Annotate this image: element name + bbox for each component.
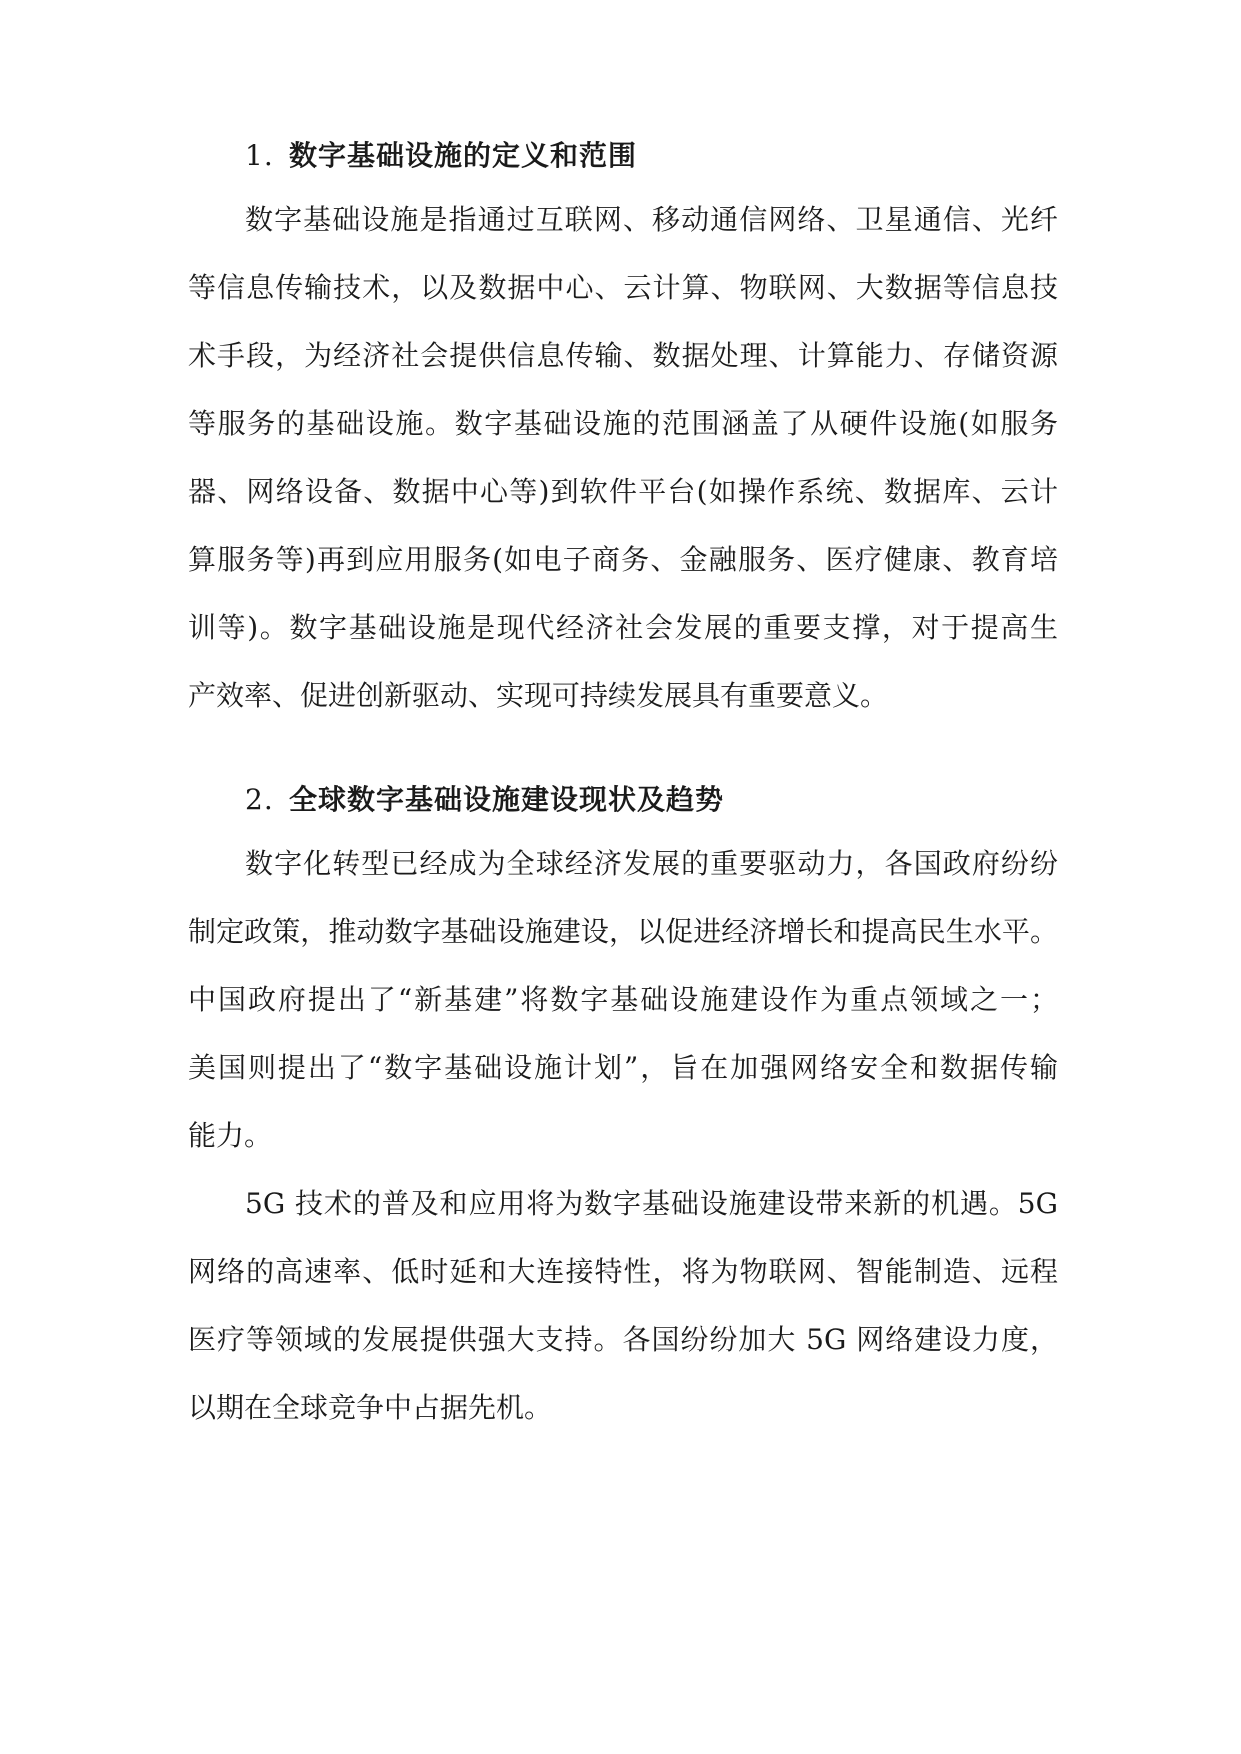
section-1-number: 1. [245,139,274,172]
section-1-heading [245,136,637,176]
paragraph-line: 算服务等)再到应用服务(如电子商务、金融服务、医疗健康、教育培 [188,543,1058,576]
paragraph-line: 数字基础设施是指通过互联网、移动通信网络、卫星通信、光纤 [245,203,1058,236]
paragraph-line: 产效率、促进创新驱动、实现可持续发展具有重要意义。 [188,679,889,712]
paragraph-line: 训等)。数字基础设施是现代经济社会发展的重要支撑，对于提高生 [188,611,1058,644]
section-2-heading [245,780,724,820]
paragraph-line: 5G 技术的普及和应用将为数字基础设施建设带来新的机遇。5G [245,1187,1058,1220]
section-2-number: 2. [245,783,274,816]
paragraph-line: 以期在全球竞争中占据先机。 [188,1391,553,1424]
paragraph-line: 网络的高速率、低时延和大连接特性，将为物联网、智能制造、远程 [188,1255,1058,1288]
paragraph-line: 中国政府提出了“新基建”将数字基础设施建设作为重点领域之一； [188,983,1058,1016]
section-1-title: 数字基础设施的定义和范围 [289,139,638,172]
paragraph-line: 术手段，为经济社会提供信息传输、数据处理、计算能力、存储资源 [188,339,1058,372]
paragraph-line: 等信息传输技术，以及数据中心、云计算、物联网、大数据等信息技 [188,271,1058,304]
section-2-title: 全球数字基础设施建设现状及趋势 [289,783,725,816]
paragraph-line: 制定政策，推动数字基础设施建设，以促进经济增长和提高民生水平。 [188,915,1058,948]
paragraph-line: 器、网络设备、数据中心等)到软件平台(如操作系统、数据库、云计 [188,475,1058,508]
paragraph-line: 能力。 [188,1119,273,1152]
paragraph-line: 医疗等领域的发展提供强大支持。各国纷纷加大 5G 网络建设力度， [188,1323,1058,1356]
paragraph-line: 等服务的基础设施。数字基础设施的范围涵盖了从硬件设施(如服务 [188,407,1058,440]
paragraph-line: 美国则提出了“数字基础设施计划”，旨在加强网络安全和数据传输 [188,1051,1058,1084]
paragraph-line: 数字化转型已经成为全球经济发展的重要驱动力，各国政府纷纷 [245,847,1058,880]
